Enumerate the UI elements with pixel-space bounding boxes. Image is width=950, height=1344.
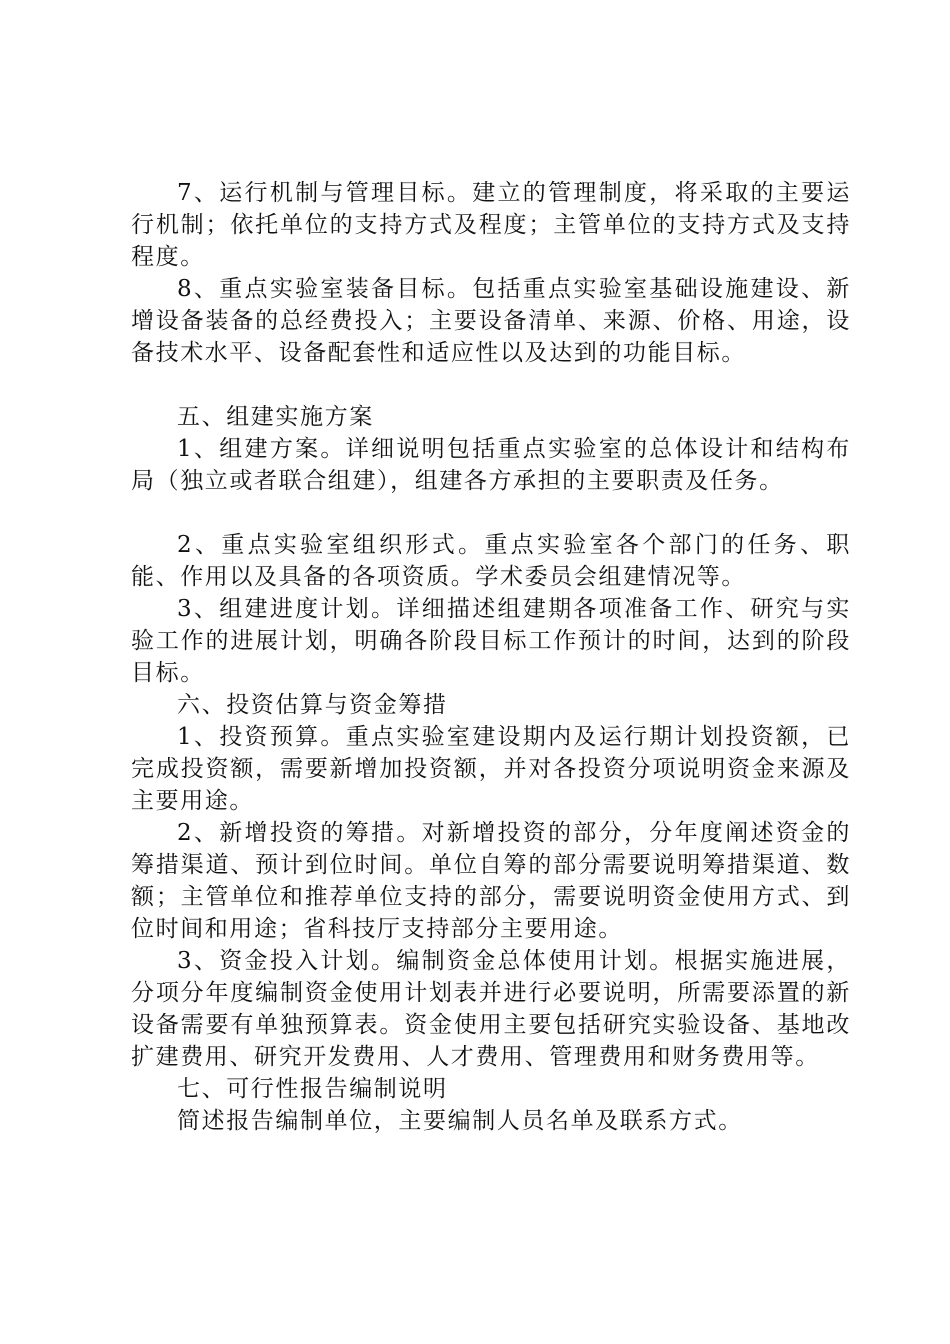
heading-section-5: 五、组建实施方案 [177,404,374,430]
paragraph-new-investment-funding: 2、新增投资的筹措。对新增投资的部分，分年度阐述资金的筹措渠道、预计到位时间。单位自筹的部分需要说明筹措渠道、数额；主管单位和推荐单位支持的部分，需要说明资金使用方式、到位时间和用途；省科技厅支持部分主要用途。 [131,820,851,942]
heading-section-7: 七、可行性报告编制说明 [177,1076,448,1102]
paragraph-report-preparation: 简述报告编制单位，主要编制人员名单及联系方式。 [177,1108,743,1134]
paragraph-funding-plan: 3、资金投入计划。编制资金总体使用计划。根据实施进展，分项分年度编制资金使用计划表并进行必要说明，所需要添置的新设备需要有单独预算表。资金使用主要包括研究实验设备、基地改扩建费用、研究开发费用、人才费用、管理费用和财务费用等。 [131,948,851,1070]
paragraph-organization-form: 2、重点实验室组织形式。重点实验室各个部门的任务、职能、作用以及具备的各项资质。学术委员会组建情况等。 [131,532,851,590]
paragraph-investment-budget: 1、投资预算。重点实验室建设期内及运行期计划投资额，已完成投资额，需要新增加投资额，并对各投资分项说明资金来源及主要用途。 [131,724,851,814]
paragraph-equipment-target: 8、重点实验室装备目标。包括重点实验室基础设施建设、新增设备装备的总经费投入；主要设备清单、来源、价格、用途，设备技术水平、设备配套性和适应性以及达到的功能目标。 [131,276,851,366]
paragraph-spacer [131,497,851,529]
heading-section-6: 六、投资估算与资金筹措 [177,692,448,718]
paragraph-build-plan: 1、组建方案。详细说明包括重点实验室的总体设计和结构布局（独立或者联合组建），组建各方承担的主要职责及任务。 [131,436,851,494]
paragraph-operation-mechanism: 7、运行机制与管理目标。建立的管理制度，将采取的主要运行机制；依托单位的支持方式及程度；主管单位的支持方式及支持程度。 [131,180,851,270]
paragraph-spacer [131,369,851,401]
document-body [131,177,851,1137]
paragraph-schedule: 3、组建进度计划。详细描述组建期各项准备工作、研究与实验工作的进展计划，明确各阶段目标工作预计的时间，达到的阶段目标。 [131,596,851,686]
